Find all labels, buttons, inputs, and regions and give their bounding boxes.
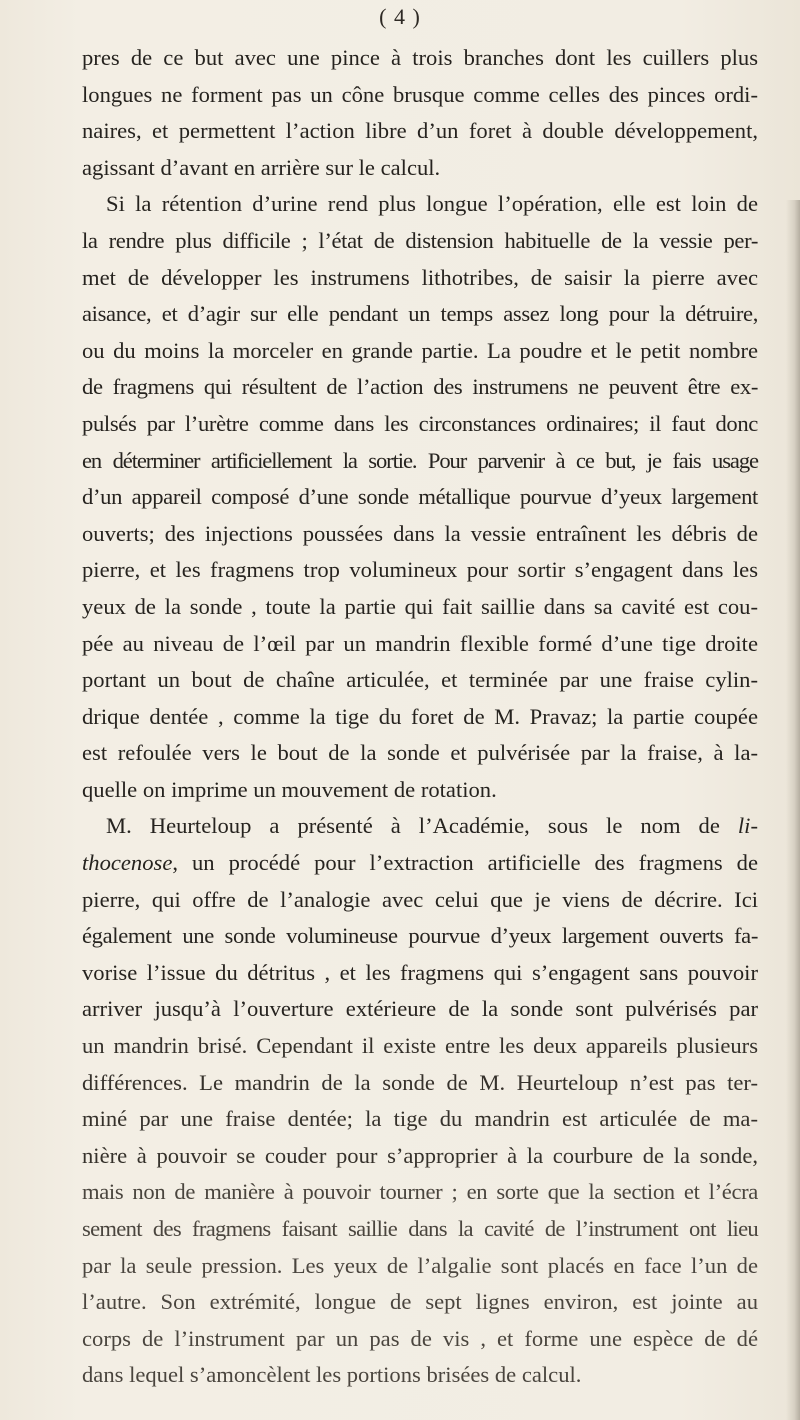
text-line: yeux de la sonde , toute la partie qui fait saillie dans sa cavité est cou-	[82, 593, 758, 619]
text-segment: M. Heurteloup a présenté à l’Académie, sous le nom de	[106, 813, 738, 839]
text-line: un mandrin brisé. Cependant il existe entre les deux appareils plusieurs	[82, 1033, 758, 1059]
text-line: mais non de manière à pouvoir tourner ; en sorte que la section et l’écra	[82, 1179, 758, 1205]
text-line: pée au niveau de l’œil par un mandrin flexible formé d’une tige droite	[82, 630, 758, 656]
text-line: dans lequel s’amoncèlent les portions brisées de calcul.	[82, 1362, 582, 1388]
text-line: différences. Le mandrin de la sonde de M. Heurteloup n’est pas ter-	[82, 1069, 758, 1095]
text-line: sement des fragmens faisant saillie dans la cavité de l’instrument ont lieu	[82, 1216, 758, 1241]
text-segment: , un procédé pour l’extraction artificielle des fragmens de	[172, 850, 758, 876]
text-line: nière à pouvoir se couder pour s’approprier à la courbure de la sonde,	[82, 1142, 758, 1168]
text-line: pres de ce but avec une pince à trois branches dont les cuillers plus	[82, 45, 758, 70]
text-line: corps de l’instrument par un pas de vis , et forme une espèce de dé	[82, 1325, 758, 1351]
text-line: arriver jusqu’à l’ouverture extérieure de la sonde sont pulvérisés par	[82, 996, 758, 1022]
italic-term: thocenose	[82, 850, 173, 876]
paragraph-start-line	[82, 808, 758, 845]
text-line: par la seule pression. Les yeux de l’algalie sont placés en face l’un de	[82, 1252, 758, 1278]
text-line: l’autre. Son extrémité, longue de sept lignes environ, est jointe au	[82, 1289, 758, 1315]
text-line: aisance, et d’agir sur elle pendant un temps assez long pour la détruire,	[82, 301, 758, 327]
text-line: portant un bout de chaîne articulée, et terminée par une fraise cylin-	[82, 667, 758, 693]
body-text	[82, 40, 758, 1394]
italic-term: li-	[737, 813, 758, 839]
text-line: ou du moins la morceler en grande partie. La poudre et le petit nombre	[82, 337, 758, 363]
text-line: vorise l’issue du détritus , et les fragmens qui s’engagent sans pouvoir	[82, 959, 758, 985]
text-line	[82, 845, 758, 882]
text-line: est refoulée vers le bout de la sonde et pulvérisée par la fraise, à la-	[82, 740, 758, 766]
text-line: naires, et permettent l’action libre d’un foret à double développement,	[82, 118, 758, 144]
text-line: pulsés par l’urètre comme dans les circonstances ordinaires; il faut donc	[82, 410, 758, 436]
text-line: miné par une fraise dentée; la tige du mandrin est articulée de ma-	[82, 1106, 758, 1132]
text-line: la rendre plus difficile ; l’état de distension habituelle de la vessie per-	[82, 227, 758, 253]
text-line: ouverts; des injections poussées dans la vessie entraînent les débris de	[82, 520, 758, 546]
text-line: également une sonde volumineuse pourvue d’yeux largement ouverts fa-	[82, 923, 758, 949]
text-line: de fragmens qui résultent de l’action des instrumens ne peuvent être ex-	[82, 374, 758, 400]
page-edge-shadow	[786, 200, 800, 1420]
page-number: ( 4 )	[379, 4, 421, 29]
text-line: drique dentée , comme la tige du foret de M. Pravaz; la partie coupée	[82, 703, 758, 729]
text-line: quelle on imprime un mouvement de rotation.	[82, 776, 497, 802]
text-line: met de développer les instrumens lithotribes, de saisir la pierre avec	[82, 264, 758, 290]
text-line: pierre, qui offre de l’analogie avec celui que je viens de décrire. Ici	[82, 886, 758, 912]
text-line: pierre, et les fragmens trop volumineux pour sortir s’engagent dans les	[82, 557, 758, 583]
text-line: d’un appareil composé d’une sonde métallique pourvue d’yeux largement	[82, 484, 758, 510]
text-line: longues ne forment pas un cône brusque comme celles des pinces ordi-	[82, 81, 758, 107]
text-line: en déterminer artificiellement la sortie. Pour parvenir à ce but, je fais usage	[82, 447, 758, 473]
paragraph-start-line: Si la rétention d’urine rend plus longue l’opération, elle est loin de	[106, 191, 758, 217]
text-line: agissant d’avant en arrière sur le calcul.	[82, 154, 441, 180]
